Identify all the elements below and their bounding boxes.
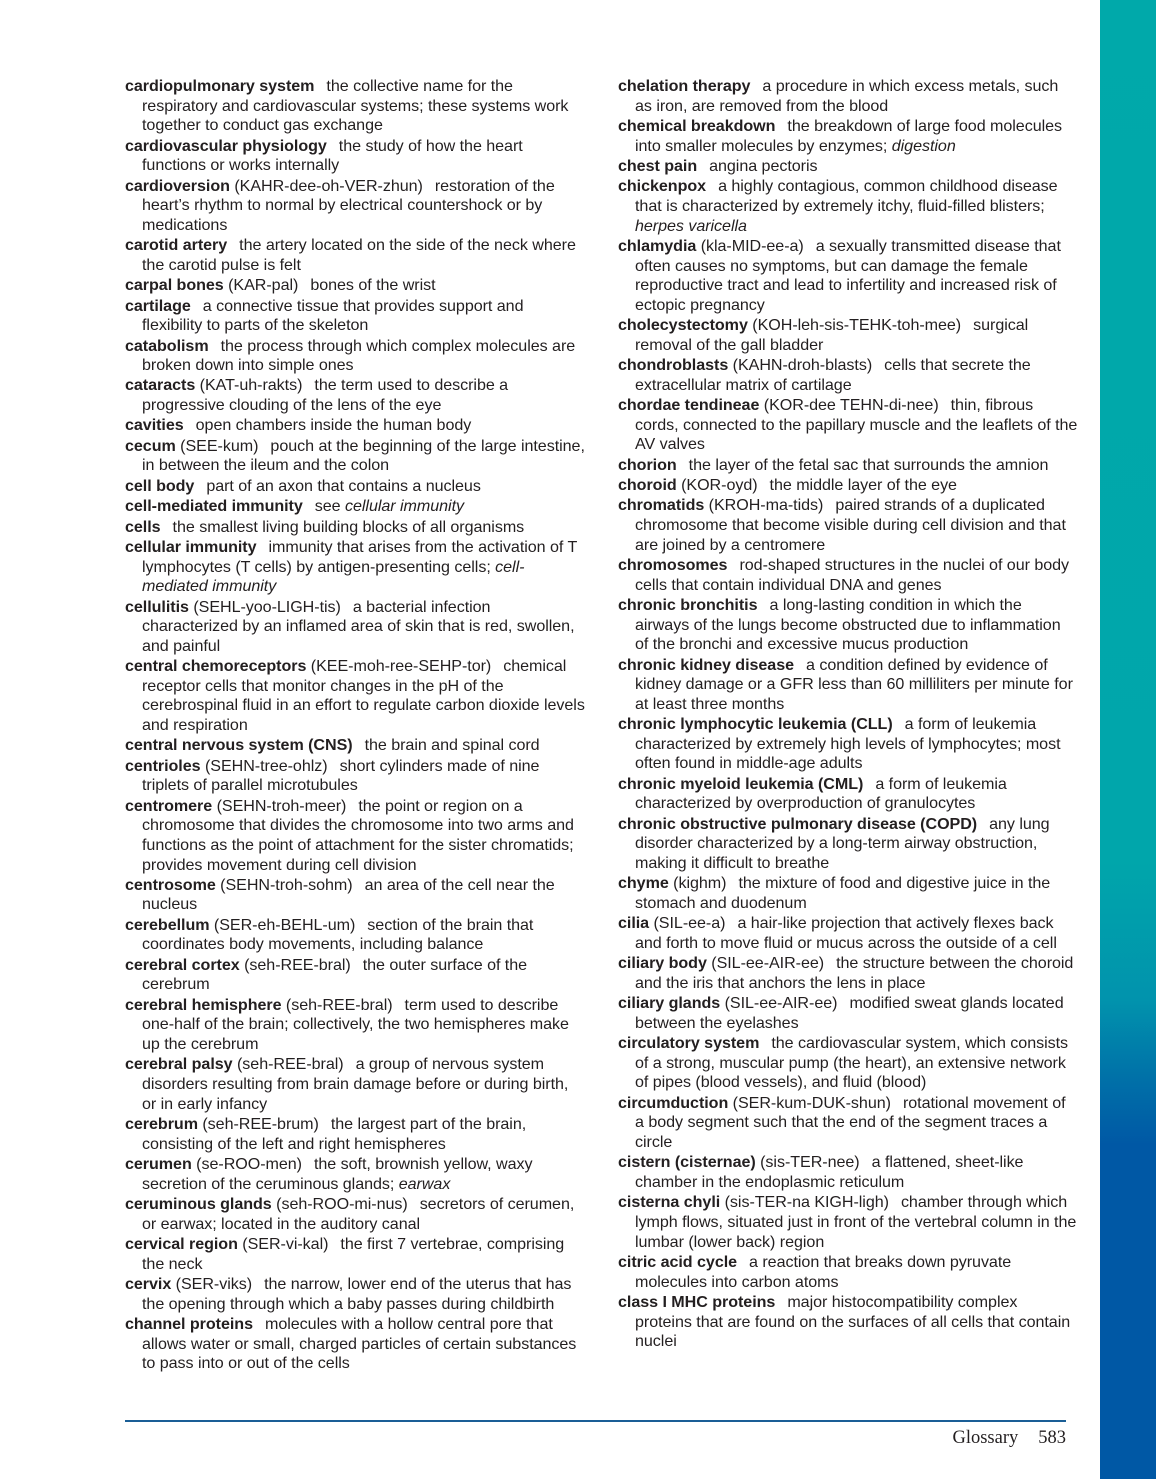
pronunciation: (SER-viks) [175,1274,253,1293]
glossary-entry [125,1235,585,1274]
glossary-entry [618,954,1078,993]
glossary-term: carotid artery [125,236,228,255]
definition: thin, fibrous cords, connected to the papillary muscle and the leaflets of the AV valves [635,396,1078,454]
glossary-term: cardiovascular physiology [125,136,327,155]
glossary-term: citric acid cycle [618,1252,738,1271]
glossary-entry [618,237,1078,315]
glossary-entry [618,157,1078,177]
glossary-entry [125,497,585,517]
glossary-entry [125,477,585,497]
pronunciation: (SIL-ee-AIR-ee) [711,954,825,973]
glossary-term: cerebral palsy [125,1055,233,1074]
definition: modified sweat glands located between the eyelashes [635,994,1064,1032]
definition: a group of nervous system disorders resulting from brain damage before or during birth, or in early infancy [142,1055,569,1113]
glossary-term: ceruminous glands [125,1194,272,1213]
pronunciation: (kighm) [673,874,727,893]
page-footer [952,1428,1066,1449]
glossary-entry [618,356,1078,395]
pronunciation: (SEHL-yoo-LIGH-tis) [193,597,341,616]
pronunciation: (seh-REE-brum) [202,1115,319,1133]
definition: rotational movement of a body segment such that the end of the segment traces a circle [635,1093,1066,1151]
pronunciation: (SEHN-tree-ohlz) [204,756,328,775]
glossary-entry [618,396,1078,455]
glossary-entry [125,657,585,735]
pronunciation: (SEHN-troh-sohm) [220,875,353,894]
glossary-term: chickenpox [618,177,707,196]
glossary-entry [125,956,585,995]
glossary-term: chronic lymphocytic leukemia (CLL) [618,715,893,734]
pronunciation: (KOR-dee TEHN-di-nee) [763,396,939,415]
definition: the term used to describe a progressive clouding of the lens of the eye [142,376,509,415]
glossary-term: circulatory system [618,1034,760,1053]
footer-divider [125,1420,1066,1422]
glossary-term: cerebrum [125,1115,198,1133]
glossary-entry [618,596,1078,655]
definition: chamber through which lymph flows, situated just in front of the vertebral column in the lumbar (lower back) region [635,1193,1077,1251]
glossary-term: cell-mediated immunity [125,497,303,516]
glossary-term: chronic myeloid leukemia (CML) [618,774,864,793]
definition: a highly contagious, common childhood disease that is characterized by extremely itchy, fluid-filled blisters; [635,177,1058,215]
glossary-term: chronic kidney disease [618,655,795,674]
glossary-term: ciliary glands [618,994,721,1013]
glossary-entry [125,598,585,657]
glossary-term: cholecystectomy [618,316,748,335]
glossary-term: chondroblasts [618,356,729,375]
definition: rod-shaped structures in the nuclei of our body cells that contain individual DNA and genes [635,556,1070,594]
definition: part of an axon that contains a nucleus [206,476,481,495]
pronunciation: (KROH-ma-tids) [708,496,824,515]
definition: cells that secrete the extracellular matrix of cartilage [635,356,1031,394]
glossary-term: cataracts [125,376,196,395]
definition: the point or region on a chromosome that divides the chromosome into two arms and functions as the point of attachment for the sister chromatids; provides movement during cell division [142,796,574,874]
definition: secretors of cerumen, or earwax; located in the auditory canal [142,1194,575,1233]
definition: restoration of the heart’s rhythm to normal by electrical countershock or by medications [142,176,555,234]
definition: term used to describe one-half of the brain; collectively, the two hemispheres make up the cerebrum [142,995,569,1054]
glossary-entry [618,456,1078,476]
definition: a long-lasting condition in which the airways of the lungs become obstructed due to inflammation of the bronchi and excessive mucus production [635,596,1061,654]
definition: any lung disorder characterized by a long-term airway obstruction, making it difficult to breathe [635,814,1050,872]
cross-reference: herpes varicella [635,216,747,235]
pronunciation: (SEE-kum) [180,436,259,455]
glossary-term: cerebral cortex [125,955,240,974]
glossary-entry [618,914,1078,953]
glossary-term: class I MHC proteins [618,1292,776,1311]
pronunciation: (KAR-pal) [228,276,299,295]
definition: major histocompatibility complex proteins that are found on the surfaces of all cells that contain nuclei [635,1292,1071,1351]
definition: the brain and spinal cord [364,736,540,755]
glossary-entry [618,994,1078,1033]
pronunciation: (KAT-uh-rakts) [199,376,303,395]
glossary-entry [125,538,585,597]
glossary-entry [618,77,1078,116]
glossary-term: central chemoreceptors [125,657,307,676]
cross-reference: digestion [891,136,956,155]
definition: the smallest living building blocks of all organisms [172,517,525,536]
glossary-term: chlamydia [618,236,697,255]
definition: bones of the wrist [310,276,436,295]
page-number: 583 [1038,1428,1066,1448]
glossary-term: channel proteins [125,1314,253,1333]
glossary-entry [125,996,585,1055]
glossary-column-left [125,77,585,1375]
definition: a sexually transmitted disease that often causes no symptoms, but can damage the female reproductive tract and lead to infertility and increased risk of ectopic pregnancy [635,236,1061,314]
glossary-term: centrioles [125,756,201,775]
definition: a flattened, sheet-like chamber in the endoplasmic reticulum [635,1153,1024,1191]
glossary-entry [125,876,585,915]
pronunciation: (sis-TER-nee) [760,1153,860,1172]
definition: the cardiovascular system, which consists of a strong, muscular pump (the heart), an extensive network of pipes (blood vessels), and fluid (blood) [635,1034,1069,1092]
cross-reference: cell-mediated immunity [142,557,525,596]
pronunciation: (kla-MID-ee-a) [700,236,804,255]
definition: a form of leukemia characterized by extremely high levels of lymphocytes; most often found in middle-age adults [635,715,1061,773]
glossary-term: cardiopulmonary system [125,77,315,95]
glossary-term: cavities [125,416,184,435]
pronunciation: (SER-eh-BEHL-um) [213,915,356,934]
glossary-entry [125,1115,585,1154]
pronunciation: (KEE-moh-ree-SEHP-tor) [310,657,492,676]
glossary-term: cerebellum [125,915,210,934]
pronunciation: (seh-REE-bral) [236,1055,344,1074]
definition: a procedure in which excess metals, such as iron, are removed from the blood [635,77,1059,115]
glossary-term: chromosomes [618,556,728,575]
glossary-entry [618,1034,1078,1093]
glossary-entry [618,656,1078,715]
glossary-term: centromere [125,796,213,815]
definition: the narrow, lower end of the uterus that has the opening through which a baby passes during childbirth [142,1274,572,1313]
pronunciation: (se-ROO-men) [196,1154,302,1173]
definition: chemical receptor cells that monitor changes in the pH of the cerebrospinal fluid in an effort to regulate carbon dioxide levels and respiration [142,657,585,734]
glossary-entry [125,297,585,336]
pronunciation: (SER-kum-DUK-shun) [732,1093,891,1112]
definition: a form of leukemia characterized by overproduction of granulocytes [635,774,1007,813]
glossary-entry [125,177,585,236]
glossary-term: cervix [125,1274,172,1293]
glossary-term: chest pain [618,156,698,175]
glossary-entry [125,518,585,538]
glossary-term: centrosome [125,875,216,894]
definition: paired strands of a duplicated chromosome that become visible during cell division and that are joined by a centromere [635,496,1066,554]
glossary-term: chromatids [618,496,705,515]
glossary-term: cilia [618,914,650,933]
glossary-term: chronic obstructive pulmonary disease (COPD) [618,814,978,833]
glossary-entry [618,815,1078,874]
glossary-entry [125,77,585,136]
definition: the layer of the fetal sac that surrounds the amnion [688,455,1049,474]
glossary-entry [618,1193,1078,1252]
glossary-term: chordae tendineae [618,396,760,415]
glossary-entry [618,1293,1078,1352]
glossary-entry [618,177,1078,236]
glossary-term: cells [125,517,161,536]
glossary-entry [618,117,1078,156]
glossary-entry [618,316,1078,355]
glossary-term: chorion [618,455,677,474]
pronunciation: (seh-REE-bral) [285,995,393,1014]
glossary-entry [125,1155,585,1194]
definition: short cylinders made of nine triplets of parallel microtubules [142,756,540,795]
definition: molecules with a hollow central pore that allows water or small, charged particles of certain substances to pass into or out of the cells [142,1314,577,1373]
definition: the largest part of the brain, consisting of the left and right hemispheres [142,1115,527,1153]
definition: the structure between the choroid and the iris that anchors the lens in place [635,954,1074,992]
definition: section of the brain that coordinates body movements, including balance [142,915,534,954]
glossary-entry [125,916,585,955]
definition: pouch at the beginning of the large intestine, in between the ileum and the colon [142,436,585,475]
definition: the mixture of food and digestive juice in the stomach and duodenum [635,874,1051,912]
glossary-entry [125,1195,585,1234]
glossary-entry [125,736,585,756]
cross-reference: earwax [398,1174,451,1193]
glossary-entry [125,416,585,436]
glossary-term: cerumen [125,1154,192,1173]
glossary-term: catabolism [125,336,209,355]
glossary-entry [125,236,585,275]
pronunciation: (seh-ROO-mi-nus) [276,1194,408,1213]
glossary-term: chyme [618,874,669,893]
glossary-term: choroid [618,476,677,495]
glossary-term: cellular immunity [125,538,257,557]
glossary-entry [125,437,585,476]
definition: the process through which complex molecules are broken down into simple ones [142,336,576,375]
definition: immunity that arises from the activation of T lymphocytes (T cells) by antigen-presenting cells; [142,538,577,576]
cross-reference: cellular immunity [345,497,464,516]
glossary-entry [618,1153,1078,1192]
definition: the soft, brownish yellow, waxy secretion of the ceruminous glands; [142,1154,533,1193]
definition: the study of how the heart functions or works internally [142,136,523,175]
glossary-entry [125,337,585,376]
definition: a reaction that breaks down pyruvate molecules into carbon atoms [635,1252,1012,1291]
glossary-term: cervical region [125,1234,238,1253]
glossary-term: ciliary body [618,954,707,973]
glossary-term: cell body [125,476,195,495]
glossary-term: cecum [125,436,176,455]
pronunciation: (seh-REE-bral) [244,955,351,974]
section-label: Glossary [952,1428,1019,1448]
definition: an area of the cell near the nucleus [142,875,555,914]
glossary-term: cisterna chyli [618,1193,721,1212]
pronunciation: (SIL-ee-AIR-ee) [724,994,838,1013]
glossary-term: cerebral hemisphere [125,995,282,1014]
definition: a connective tissue that provides support and flexibility to parts of the skeleton [142,296,524,335]
glossary-entry [125,1315,585,1374]
glossary-entry [125,1275,585,1314]
glossary-term: chronic bronchitis [618,596,758,614]
pronunciation: (KAHN-droh-blasts) [732,356,873,375]
definition: the collective name for the respiratory and cardiovascular systems; these systems work together to conduct gas exchange [142,77,569,135]
glossary-entry [125,797,585,875]
definition: surgical removal of the gall bladder [635,316,1029,354]
definition: the outer surface of the cerebrum [142,955,528,994]
glossary-entry [618,874,1078,913]
glossary-entry [125,757,585,796]
pronunciation: (KOH-leh-sis-TEHK-toh-mee) [752,316,962,335]
pronunciation: (KAHR-dee-oh-VER-zhun) [234,176,423,195]
definition: the breakdown of large food molecules into smaller molecules by enzymes; [635,116,1063,155]
definition: see [314,497,341,516]
definition: angina pectoris [709,156,818,175]
definition: the artery located on the side of the neck where the carotid pulse is felt [142,236,576,274]
glossary-term: circumduction [618,1093,729,1112]
glossary-term: cartilage [125,296,191,315]
pronunciation: (KOR-oyd) [681,476,758,495]
glossary-entry [125,276,585,296]
glossary-term: central nervous system (CNS) [125,736,353,755]
glossary-entry [125,1055,585,1114]
definition: a condition defined by evidence of kidney damage or a GFR less than 60 milliliters per minute for at least three months [635,655,1073,713]
glossary-entry [618,476,1078,496]
definition: the first 7 vertebrae, comprising the neck [142,1234,565,1273]
glossary-term: chemical breakdown [618,116,776,135]
definition: the middle layer of the eye [769,476,957,495]
glossary-term: cistern (cisternae) [618,1153,756,1172]
decorative-side-bar [1100,0,1156,1479]
definition: open chambers inside the human body [195,416,472,435]
glossary-term: chelation therapy [618,77,751,95]
pronunciation: (SEHN-troh-meer) [216,796,347,815]
glossary-term: cellulitis [125,597,189,616]
glossary-entry [125,376,585,415]
glossary-entry [125,137,585,176]
glossary-entry [618,1253,1078,1292]
glossary-entry [618,496,1078,555]
glossary-column-right [618,77,1078,1353]
definition: a hair-like projection that actively flexes back and forth to move fluid or mucus across the outside of a cell [635,914,1057,952]
glossary-entry [618,556,1078,595]
glossary-entry [618,715,1078,774]
pronunciation: (SIL-ee-a) [653,914,726,933]
pronunciation: (SER-vi-kal) [242,1234,329,1253]
glossary-term: cardioversion [125,176,230,195]
glossary-term: carpal bones [125,276,224,295]
definition: a bacterial infection characterized by an inflamed area of skin that is red, swollen, and painful [142,597,575,655]
glossary-entry [618,1094,1078,1153]
glossary-entry [618,775,1078,814]
pronunciation: (sis-TER-na KIGH-ligh) [724,1193,889,1212]
